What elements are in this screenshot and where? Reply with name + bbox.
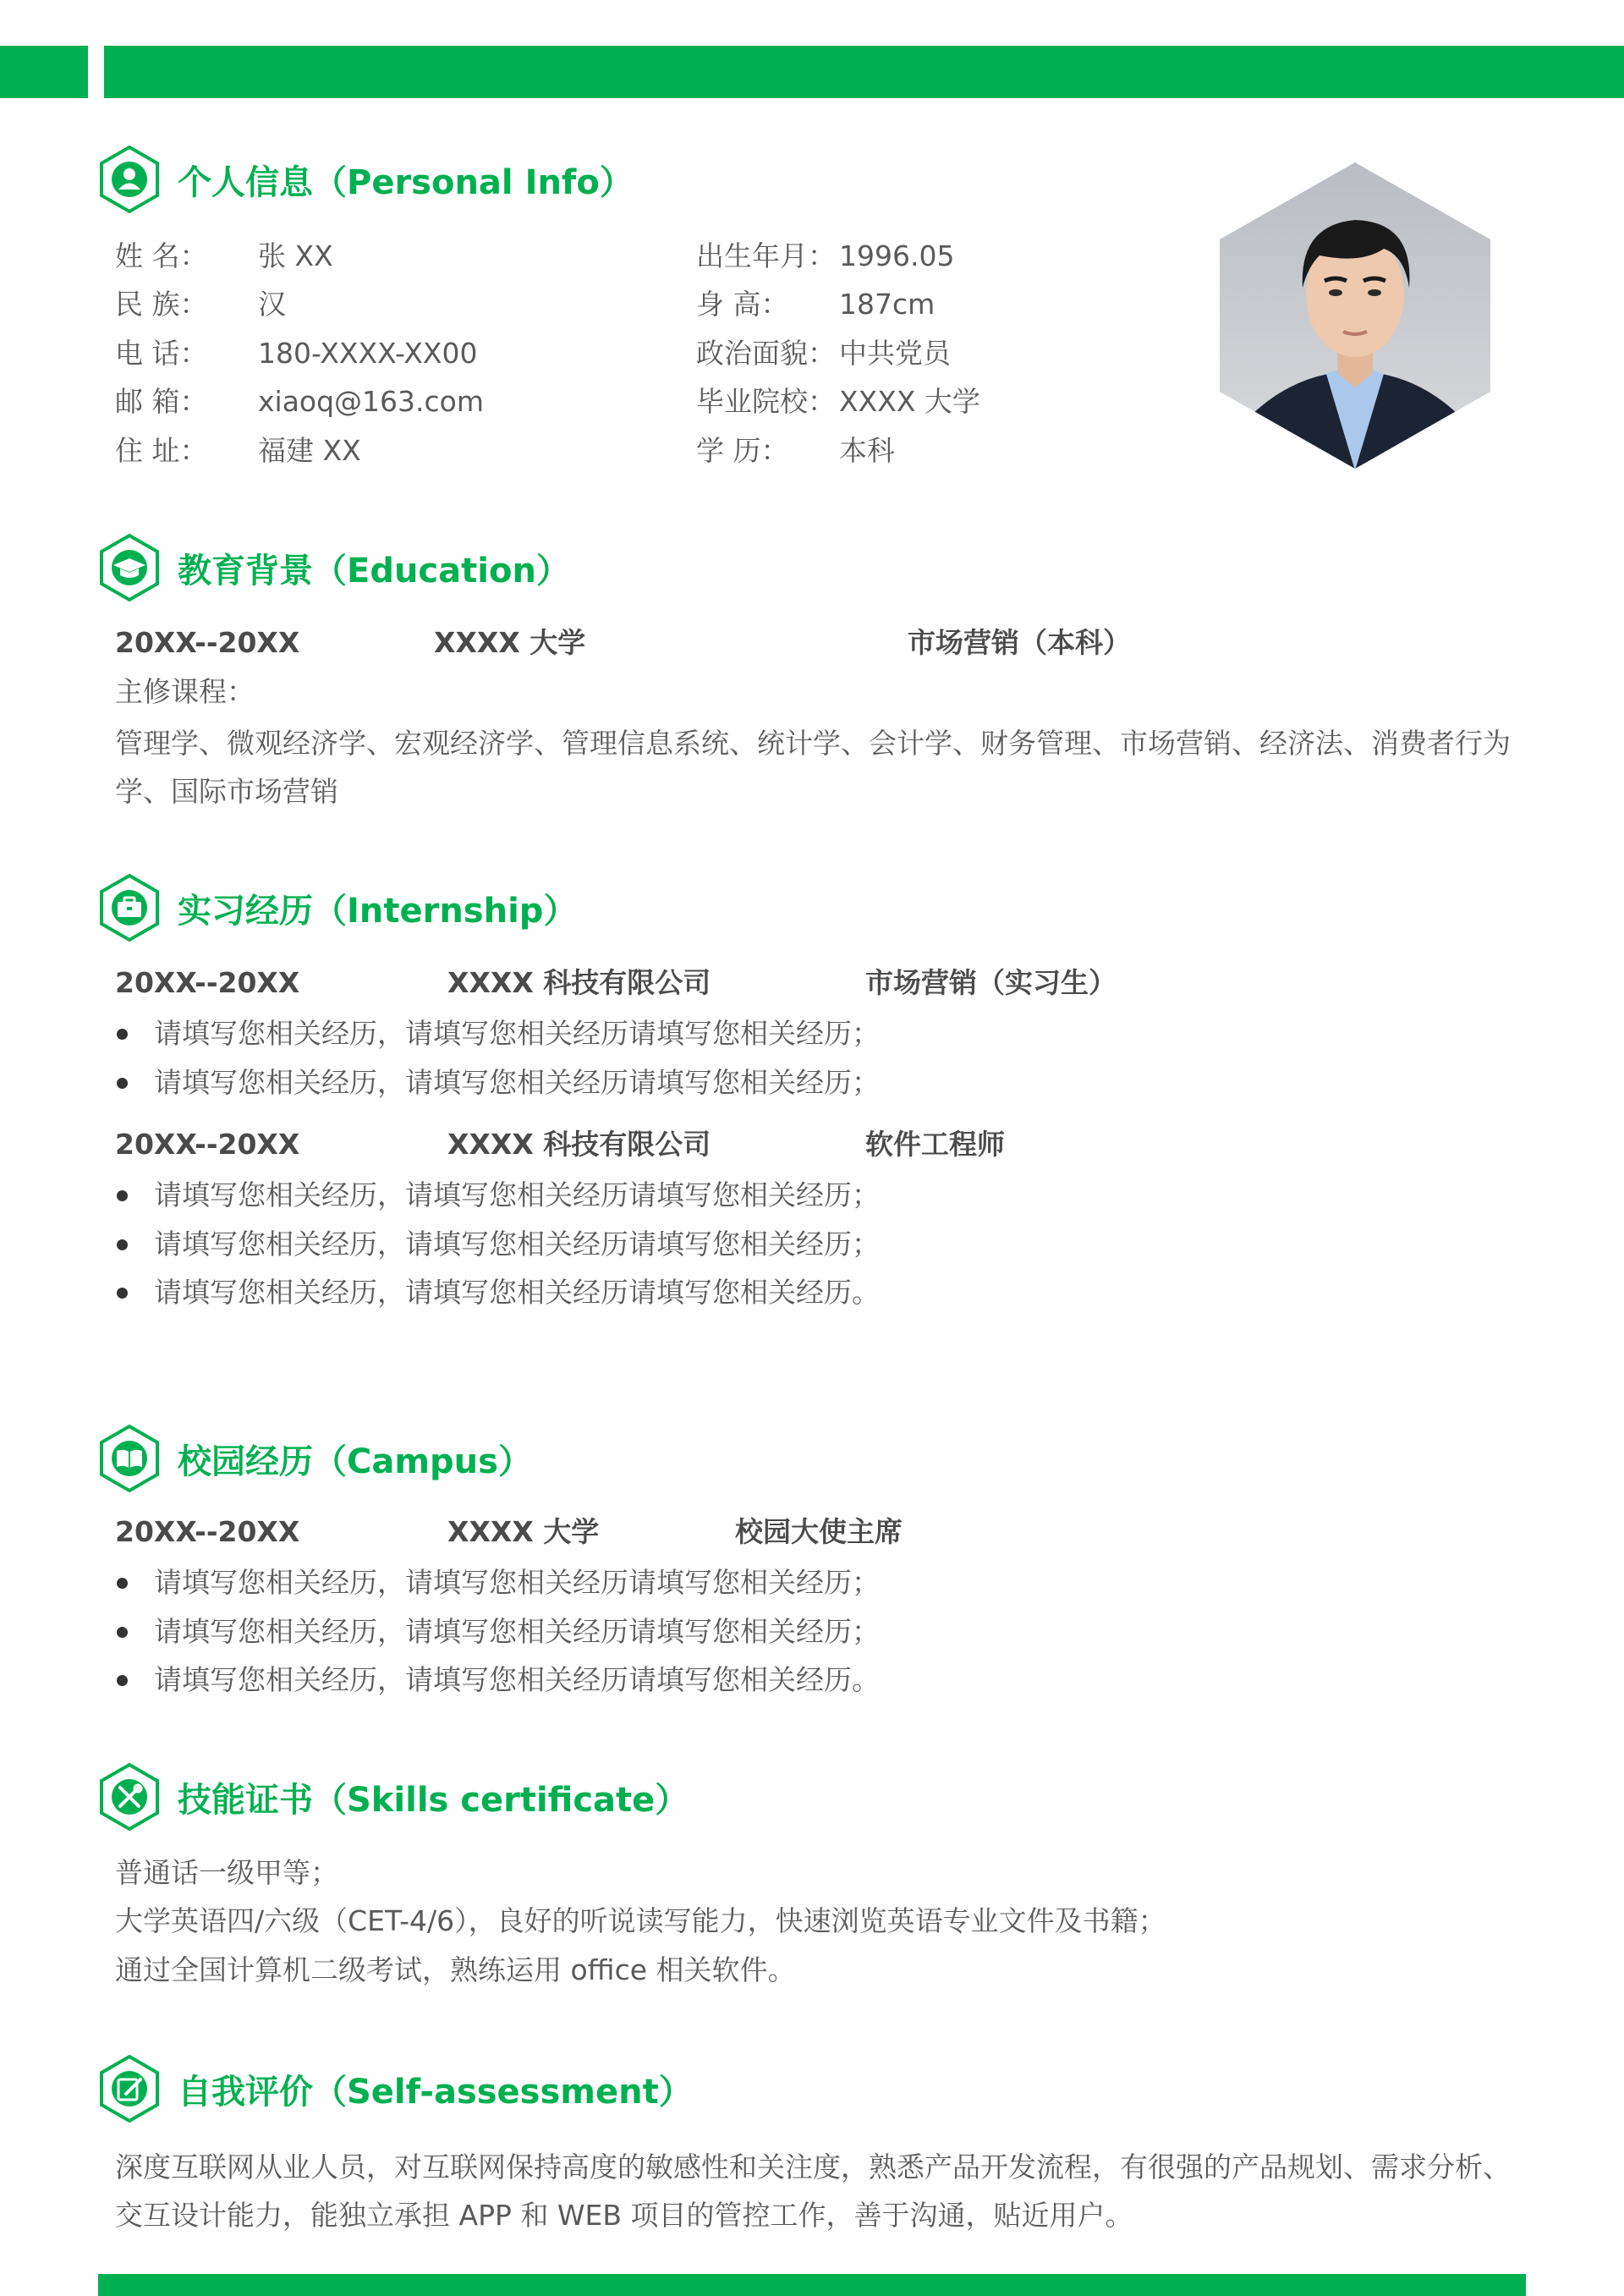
section-personal-title: 个人信息（Personal Info） [178, 162, 634, 202]
info-row-phone [115, 337, 478, 370]
campus-role: 校园大使主席 [735, 1515, 903, 1548]
info-label: 邮 箱： [115, 385, 208, 418]
courses-label: 主修课程： [115, 675, 255, 708]
skill-line: 普通话一级甲等； [115, 1856, 338, 1889]
self-assessment-text: 深度互联网从业人员，对互联网保持高度的敏感性和关注度，熟悉产品开发流程，有很强的产品规划、需求分析、交互设计能力，能独立承担 APP 和 WEB 项目的管控工作，善于沟通，贴近用户。 [115, 2150, 1511, 2232]
list-item: 请填写您相关经历，请填写您相关经历请填写您相关经历； [115, 1607, 880, 1656]
info-row-height [696, 288, 935, 321]
section-skills-title: 技能证书（Skills certificate） [178, 1780, 689, 1820]
skill-line: 通过全国计算机二级考试，熟练运用 office 相关软件。 [115, 1953, 796, 1986]
job-period: 20XX--20XX [115, 966, 300, 999]
list-item: 请填写您相关经历，请填写您相关经历请填写您相关经历； [115, 1058, 880, 1107]
job-period: 20XX--20XX [115, 1128, 300, 1161]
info-label: 学 历： [696, 434, 789, 467]
education-period: 20XX--20XX [115, 626, 300, 659]
header-bar-left [0, 46, 88, 98]
info-value: 本科 [839, 434, 895, 467]
list-item: 请填写您相关经历，请填写您相关经历请填写您相关经历； [115, 1558, 880, 1607]
section-internship-title: 实习经历（Internship） [178, 891, 578, 931]
section-campus-header [98, 1424, 532, 1493]
info-value: 汉 [258, 288, 286, 321]
job-company: XXXX 科技有限公司 [447, 1128, 711, 1161]
tools-icon [98, 1762, 161, 1832]
info-label: 出生年月： [696, 239, 836, 272]
section-campus-title: 校园经历（Campus） [178, 1442, 532, 1481]
list-item: 请填写您相关经历，请填写您相关经历请填写您相关经历； [115, 1171, 880, 1220]
pen-icon [98, 2054, 161, 2123]
campus-period: 20XX--20XX [115, 1515, 300, 1548]
section-personal-header [98, 145, 634, 214]
education-school: XXXX 大学 [434, 626, 586, 659]
profile-photo [1218, 161, 1492, 470]
campus-duties-list [115, 1558, 880, 1705]
info-value: xiaoq@163.com [258, 385, 485, 418]
job-duties-list [115, 1171, 880, 1317]
campus-school: XXXX 大学 [447, 1515, 600, 1548]
info-label: 毕业院校： [696, 385, 836, 418]
info-value: 1996.05 [839, 239, 955, 272]
list-item: 请填写您相关经历，请填写您相关经历请填写您相关经历。 [115, 1268, 880, 1317]
skill-line: 大学英语四/六级（CET-4/6），良好的听说读写能力，快速浏览英语专业文件及书籍； [115, 1904, 1166, 1937]
user-icon [98, 145, 161, 214]
info-row-degree [696, 434, 895, 467]
info-label: 身 高： [696, 288, 789, 321]
education-major: 市场营销（本科） [908, 626, 1131, 659]
job-role: 软件工程师 [865, 1128, 1005, 1161]
briefcase-icon [98, 873, 161, 942]
job-company: XXXX 科技有限公司 [447, 966, 711, 999]
list-item: 请填写您相关经历，请填写您相关经历请填写您相关经历。 [115, 1656, 880, 1705]
info-row-birth [696, 239, 955, 272]
info-value: 张 XX [258, 239, 333, 272]
section-education-title: 教育背景（Education） [178, 551, 570, 590]
courses-list: 管理学、微观经济学、宏观经济学、管理信息系统、统计学、会计学、财务管理、市场营销、经济法、消费者行为学、国际市场营销 [115, 727, 1511, 808]
info-value: 180-XXXX-XX00 [258, 337, 478, 370]
info-row-address [115, 434, 361, 467]
info-value: 187cm [839, 288, 935, 321]
graduation-cap-icon [98, 533, 161, 602]
footer-bar [98, 2274, 1526, 2296]
header-bar-right [104, 46, 1624, 98]
list-item: 请填写您相关经历，请填写您相关经历请填写您相关经历； [115, 1220, 880, 1269]
info-row-ethnicity [115, 288, 286, 321]
info-value: 中共党员 [839, 337, 951, 370]
section-education-header [98, 533, 570, 602]
info-row-school [696, 385, 980, 418]
section-internship-header [98, 873, 577, 942]
info-row-email [115, 385, 485, 418]
info-label: 姓 名： [115, 239, 208, 272]
info-label: 政治面貌： [696, 337, 836, 370]
job-role: 市场营销（实习生） [865, 966, 1116, 999]
job-duties-list [115, 1009, 880, 1107]
info-value: XXXX 大学 [839, 385, 980, 418]
info-value: 福建 XX [258, 434, 361, 467]
info-row-name [115, 239, 333, 272]
book-icon [98, 1424, 161, 1493]
info-label: 住 址： [115, 434, 208, 467]
section-skills-header [98, 1762, 689, 1832]
section-self-header [98, 2054, 693, 2123]
info-row-politics [696, 337, 951, 370]
info-label: 民 族： [115, 288, 208, 321]
section-self-title: 自我评价（Self-assessment） [178, 2072, 693, 2112]
info-label: 电 话： [115, 337, 208, 370]
list-item: 请填写您相关经历，请填写您相关经历请填写您相关经历； [115, 1009, 880, 1058]
